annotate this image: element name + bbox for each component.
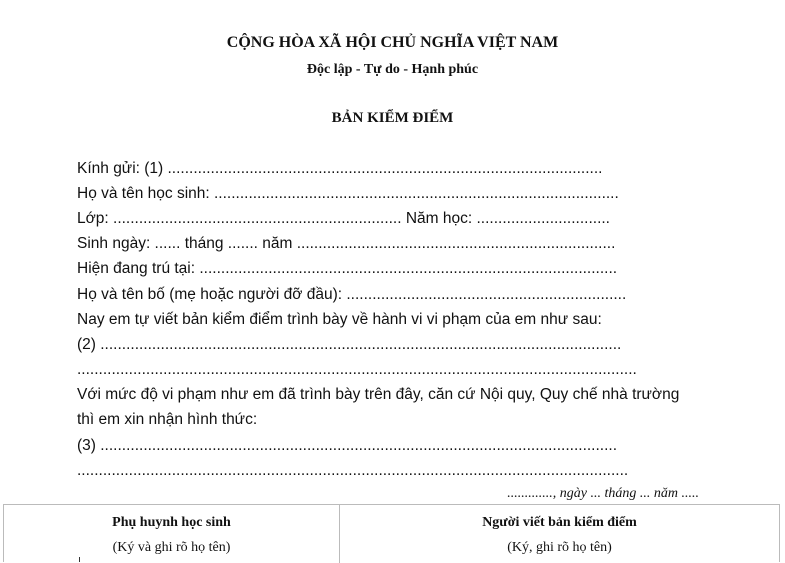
violation-line-2: .................................................................................................................................. [77,361,637,378]
guardian-line: Họ và tên bố (mẹ hoặc người đỡ đầu): ................................................................. [77,286,627,303]
writer-signature-cell [340,505,779,563]
discipline-line-2: ................................................................................................................................ [77,462,629,479]
violation-intro: Nay em tự viết bản kiểm điểm trình bày về hành vi vi phạm của em như sau: [77,311,602,328]
signature-table [3,504,780,562]
discipline-line-1: (3) ........................................................................................................................ [77,437,618,454]
birthdate-line: Sinh ngày: ...... tháng ....... năm .......................................................................... [77,235,616,252]
document-title: BẢN KIỂM ĐIỂM [331,110,454,126]
writer-signature-note: (Ký, ghi rõ họ tên) [507,540,612,555]
student-name-line: Họ và tên học sinh: .............................................................................................. [77,185,619,202]
country-heading: CỘNG HÒA XÃ HỘI CHỦ NGHĨA VIỆT NAM [226,34,559,51]
parent-signature-note: (Ký và ghi rõ họ tên) [112,540,231,555]
discipline-intro-1: Với mức độ vi phạm như em đã trình bày trên đây, căn cứ Nội quy, Quy chế nhà trường [77,386,680,403]
text-cursor-mark [79,557,80,562]
parent-signature-cell [4,505,340,563]
parent-signature-title: Phụ huynh học sinh [112,515,231,530]
date-line: ............., ngày ... tháng ... năm ..... [507,486,699,501]
violation-line-1: (2) ......................................................................................................................... [77,336,622,353]
class-year-line: Lớp: ................................................................... Năm học: ............................... [77,210,610,227]
motto-heading: Độc lập - Tự do - Hạnh phúc [306,62,479,77]
residence-line: Hiện đang trú tại: ................................................................................................. [77,260,618,277]
discipline-intro-2: thì em xin nhận hình thức: [77,411,258,428]
recipient-line: Kính gửi: (1) ..................................................................................................... [77,160,603,177]
writer-signature-title: Người viết bản kiểm điểm [482,515,637,530]
